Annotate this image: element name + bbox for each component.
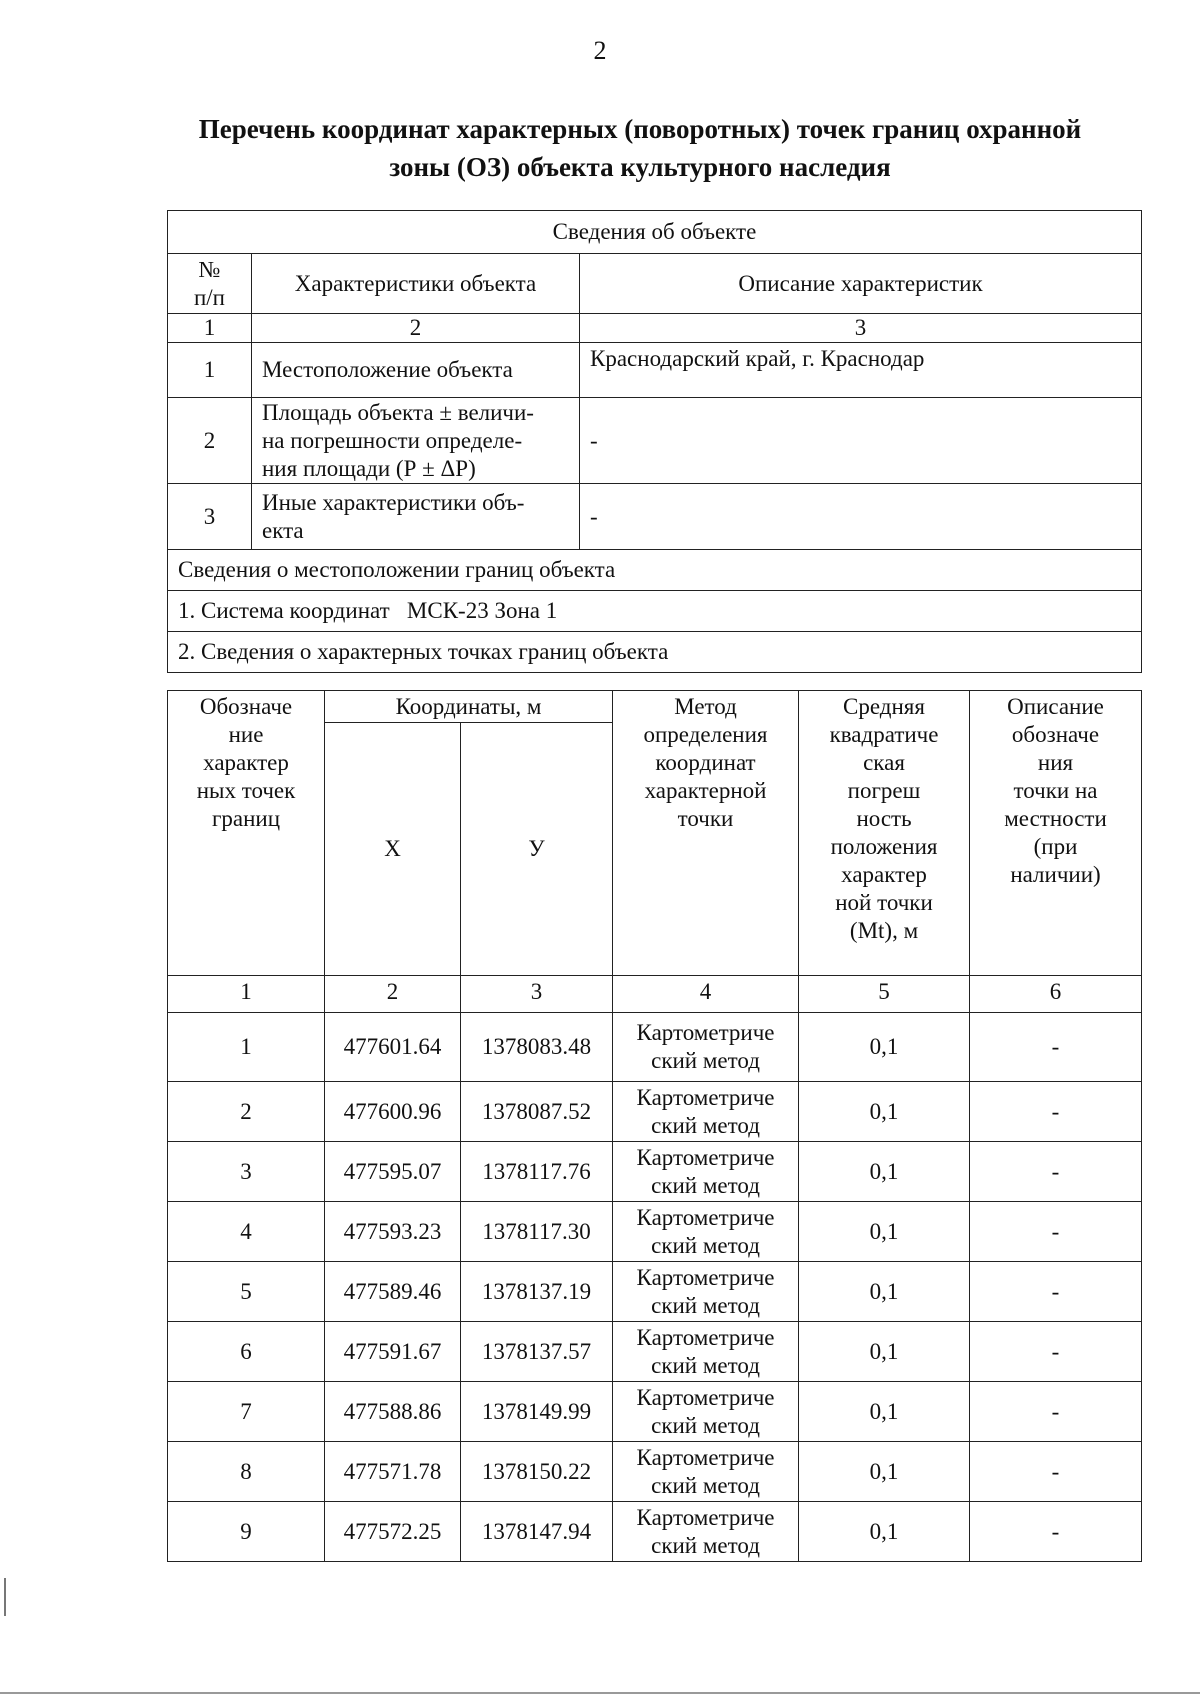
method-line-1: Картометриче — [636, 1204, 775, 1230]
method-header-line: Метод — [674, 694, 737, 719]
method-line-1: Картометриче — [636, 1020, 775, 1045]
method-header-line: координат — [655, 750, 756, 775]
info-column-number: 2 — [252, 314, 580, 343]
info-row-characteristic — [252, 398, 580, 484]
info-row — [168, 343, 1142, 398]
point-row — [168, 1082, 1142, 1142]
description-header: Описание характеристик — [580, 254, 1142, 314]
point-method — [613, 1142, 799, 1202]
characteristic-line: Иные характеристики объ- — [262, 489, 525, 515]
num-header — [168, 254, 252, 314]
section-header-row — [168, 211, 1142, 254]
designation-header-line: ние — [228, 722, 264, 747]
point-x: 477593.23 — [325, 1202, 461, 1262]
point-number: 4 — [168, 1202, 325, 1262]
characteristic-line: ния площади (Р ± ΔР) — [262, 455, 476, 481]
point-y: 1378137.57 — [461, 1322, 613, 1382]
method-line-1: Картометриче — [636, 1504, 775, 1530]
info-row — [168, 398, 1142, 484]
y-header: У — [461, 723, 613, 976]
info-header-row — [168, 254, 1142, 314]
method-line-2: ский метод — [651, 1112, 760, 1138]
point-description-header-line: точки на — [1013, 778, 1098, 803]
point-row — [168, 1502, 1142, 1562]
method-header-line: точки — [677, 806, 734, 831]
coordinates-header: Координаты, м — [325, 691, 613, 723]
points-column-number: 5 — [799, 976, 970, 1013]
method-line-1: Картометриче — [636, 1264, 775, 1290]
point-x: 477588.86 — [325, 1382, 461, 1442]
point-error: 0,1 — [799, 1502, 970, 1562]
boundary-section-row — [168, 550, 1142, 591]
scan-edge-mark — [4, 1578, 6, 1616]
point-x: 477600.96 — [325, 1082, 461, 1142]
info-column-number: 1 — [168, 314, 252, 343]
method-line-2: ский метод — [651, 1472, 760, 1498]
point-method — [613, 1013, 799, 1082]
error-header-line: (Mt), м — [849, 918, 919, 943]
num-header-line-1: № — [198, 256, 221, 282]
error-header-line: положения — [830, 834, 938, 859]
method-line-2: ский метод — [651, 1532, 760, 1558]
characteristics-header: Характеристики объекта — [252, 254, 580, 314]
method-line-2: ский метод — [651, 1048, 760, 1073]
points-column-number: 2 — [325, 976, 461, 1013]
points-header-row-1 — [168, 691, 1142, 723]
error-header-line: погреш — [847, 778, 921, 803]
point-description: - — [970, 1013, 1142, 1082]
points-column-number: 3 — [461, 976, 613, 1013]
method-line-2: ский метод — [651, 1292, 760, 1318]
point-method — [613, 1502, 799, 1562]
point-x: 477589.46 — [325, 1262, 461, 1322]
point-description: - — [970, 1502, 1142, 1562]
point-description-header-line: Описание — [1007, 694, 1104, 719]
info-column-number-row — [168, 314, 1142, 343]
characteristic-line: на погрешности определе- — [262, 427, 523, 453]
point-y: 1378117.30 — [461, 1202, 613, 1262]
info-row — [168, 484, 1142, 550]
point-row — [168, 1262, 1142, 1322]
boundary-section-header: Сведения о местоположении границ объекта — [168, 550, 1142, 591]
point-y: 1378137.19 — [461, 1262, 613, 1322]
point-row — [168, 1322, 1142, 1382]
characteristic-line: екта — [262, 517, 304, 543]
info-row-number: 3 — [168, 484, 252, 550]
point-number: 1 — [168, 1013, 325, 1082]
designation-header — [168, 691, 325, 976]
method-header — [613, 691, 799, 976]
characteristic-line: Местоположение объекта — [262, 357, 513, 382]
point-row — [168, 1013, 1142, 1082]
points-column-number: 1 — [168, 976, 325, 1013]
point-number: 7 — [168, 1382, 325, 1442]
info-row-value: - — [580, 484, 1142, 550]
info-row-characteristic — [252, 343, 580, 398]
point-y: 1378117.76 — [461, 1142, 613, 1202]
point-description: - — [970, 1202, 1142, 1262]
point-description-header-line: ния — [1037, 750, 1074, 775]
point-x: 477572.25 — [325, 1502, 461, 1562]
designation-header-line: границ — [211, 806, 281, 831]
method-line-2: ский метод — [651, 1352, 760, 1378]
points-column-number: 4 — [613, 976, 799, 1013]
point-row — [168, 1442, 1142, 1502]
object-info-table — [167, 210, 1142, 673]
method-line-1: Картометриче — [636, 1144, 775, 1170]
point-error: 0,1 — [799, 1382, 970, 1442]
info-column-number: 3 — [580, 314, 1142, 343]
point-method — [613, 1082, 799, 1142]
point-description-header-line: наличии) — [1010, 862, 1101, 887]
info-rows — [168, 343, 1142, 550]
point-error: 0,1 — [799, 1442, 970, 1502]
point-description-header — [970, 691, 1142, 976]
point-error: 0,1 — [799, 1082, 970, 1142]
error-header-line: характер — [841, 862, 927, 887]
error-header — [799, 691, 970, 976]
title-line-1: Перечень координат характерных (поворотных) точек границ охранной — [198, 114, 1082, 144]
points-header-row — [168, 632, 1142, 673]
points-section-header: 2. Сведения о характерных точках границ объекта — [168, 632, 1142, 673]
designation-header-line: характер — [203, 750, 289, 775]
points-table — [167, 690, 1142, 1562]
error-header-line: ская — [863, 750, 905, 775]
designation-header-line: Обозначе — [199, 694, 293, 719]
point-number: 9 — [168, 1502, 325, 1562]
point-method — [613, 1322, 799, 1382]
method-header-line: характерной — [644, 778, 767, 803]
point-row — [168, 1142, 1142, 1202]
point-number: 2 — [168, 1082, 325, 1142]
point-y: 1378149.99 — [461, 1382, 613, 1442]
method-line-1: Картометриче — [636, 1444, 775, 1470]
point-description: - — [970, 1082, 1142, 1142]
info-row-value: Краснодарский край, г. Краснодар — [580, 343, 1142, 398]
coord-system-row — [168, 591, 1142, 632]
point-error: 0,1 — [799, 1262, 970, 1322]
point-row — [168, 1202, 1142, 1262]
point-y: 1378150.22 — [461, 1442, 613, 1502]
method-line-1: Картометриче — [636, 1084, 775, 1110]
title-line-2: зоны (ОЗ) объекта культурного наследия — [389, 152, 891, 182]
point-y: 1378087.52 — [461, 1082, 613, 1142]
object-section-header: Сведения об объекте — [168, 211, 1142, 254]
point-description-header-line: обозначе — [1011, 722, 1100, 747]
info-row-number: 1 — [168, 343, 252, 398]
error-header-line: ной точки — [835, 890, 933, 915]
error-header-line: квадратиче — [829, 722, 939, 747]
point-y: 1378083.48 — [461, 1013, 613, 1082]
num-header-line-2: п/п — [193, 284, 225, 310]
point-x: 477601.64 — [325, 1013, 461, 1082]
method-header-line: определения — [643, 722, 768, 747]
designation-header-line: ных точек — [196, 778, 296, 803]
point-x: 477571.78 — [325, 1442, 461, 1502]
x-header: X — [325, 723, 461, 976]
point-description: - — [970, 1322, 1142, 1382]
point-x: 477595.07 — [325, 1142, 461, 1202]
method-line-2: ский метод — [651, 1232, 760, 1258]
point-number: 5 — [168, 1262, 325, 1322]
point-row — [168, 1382, 1142, 1442]
method-line-1: Картометриче — [636, 1324, 775, 1350]
document-title — [150, 110, 1130, 186]
point-x: 477591.67 — [325, 1322, 461, 1382]
point-method — [613, 1382, 799, 1442]
point-method — [613, 1442, 799, 1502]
characteristic-line: Площадь объекта ± величи- — [262, 399, 534, 425]
point-number: 3 — [168, 1142, 325, 1202]
point-error: 0,1 — [799, 1013, 970, 1082]
point-description-header-line: (при — [1033, 834, 1078, 859]
info-row-value: - — [580, 398, 1142, 484]
point-number: 8 — [168, 1442, 325, 1502]
info-row-number: 2 — [168, 398, 252, 484]
page-number: 2 — [593, 36, 607, 65]
point-method — [613, 1202, 799, 1262]
point-error: 0,1 — [799, 1322, 970, 1382]
method-line-2: ский метод — [651, 1412, 760, 1438]
error-header-line: Средняя — [843, 694, 925, 719]
point-description: - — [970, 1442, 1142, 1502]
point-number: 6 — [168, 1322, 325, 1382]
point-error: 0,1 — [799, 1202, 970, 1262]
point-error: 0,1 — [799, 1142, 970, 1202]
point-description: - — [970, 1382, 1142, 1442]
point-description: - — [970, 1142, 1142, 1202]
points-column-number-row — [168, 976, 1142, 1013]
method-line-1: Картометриче — [636, 1384, 775, 1410]
method-line-2: ский метод — [651, 1172, 760, 1198]
point-description: - — [970, 1262, 1142, 1322]
point-description-header-line: местности — [1004, 806, 1107, 831]
points-column-number: 6 — [970, 976, 1142, 1013]
error-header-line: ность — [856, 806, 912, 831]
info-row-characteristic — [252, 484, 580, 550]
scan-bottom-edge — [0, 1692, 1200, 1694]
point-y: 1378147.94 — [461, 1502, 613, 1562]
point-method — [613, 1262, 799, 1322]
points-rows — [168, 1013, 1142, 1562]
coordinate-system: 1. Система координат МСК-23 Зона 1 — [168, 591, 1142, 632]
